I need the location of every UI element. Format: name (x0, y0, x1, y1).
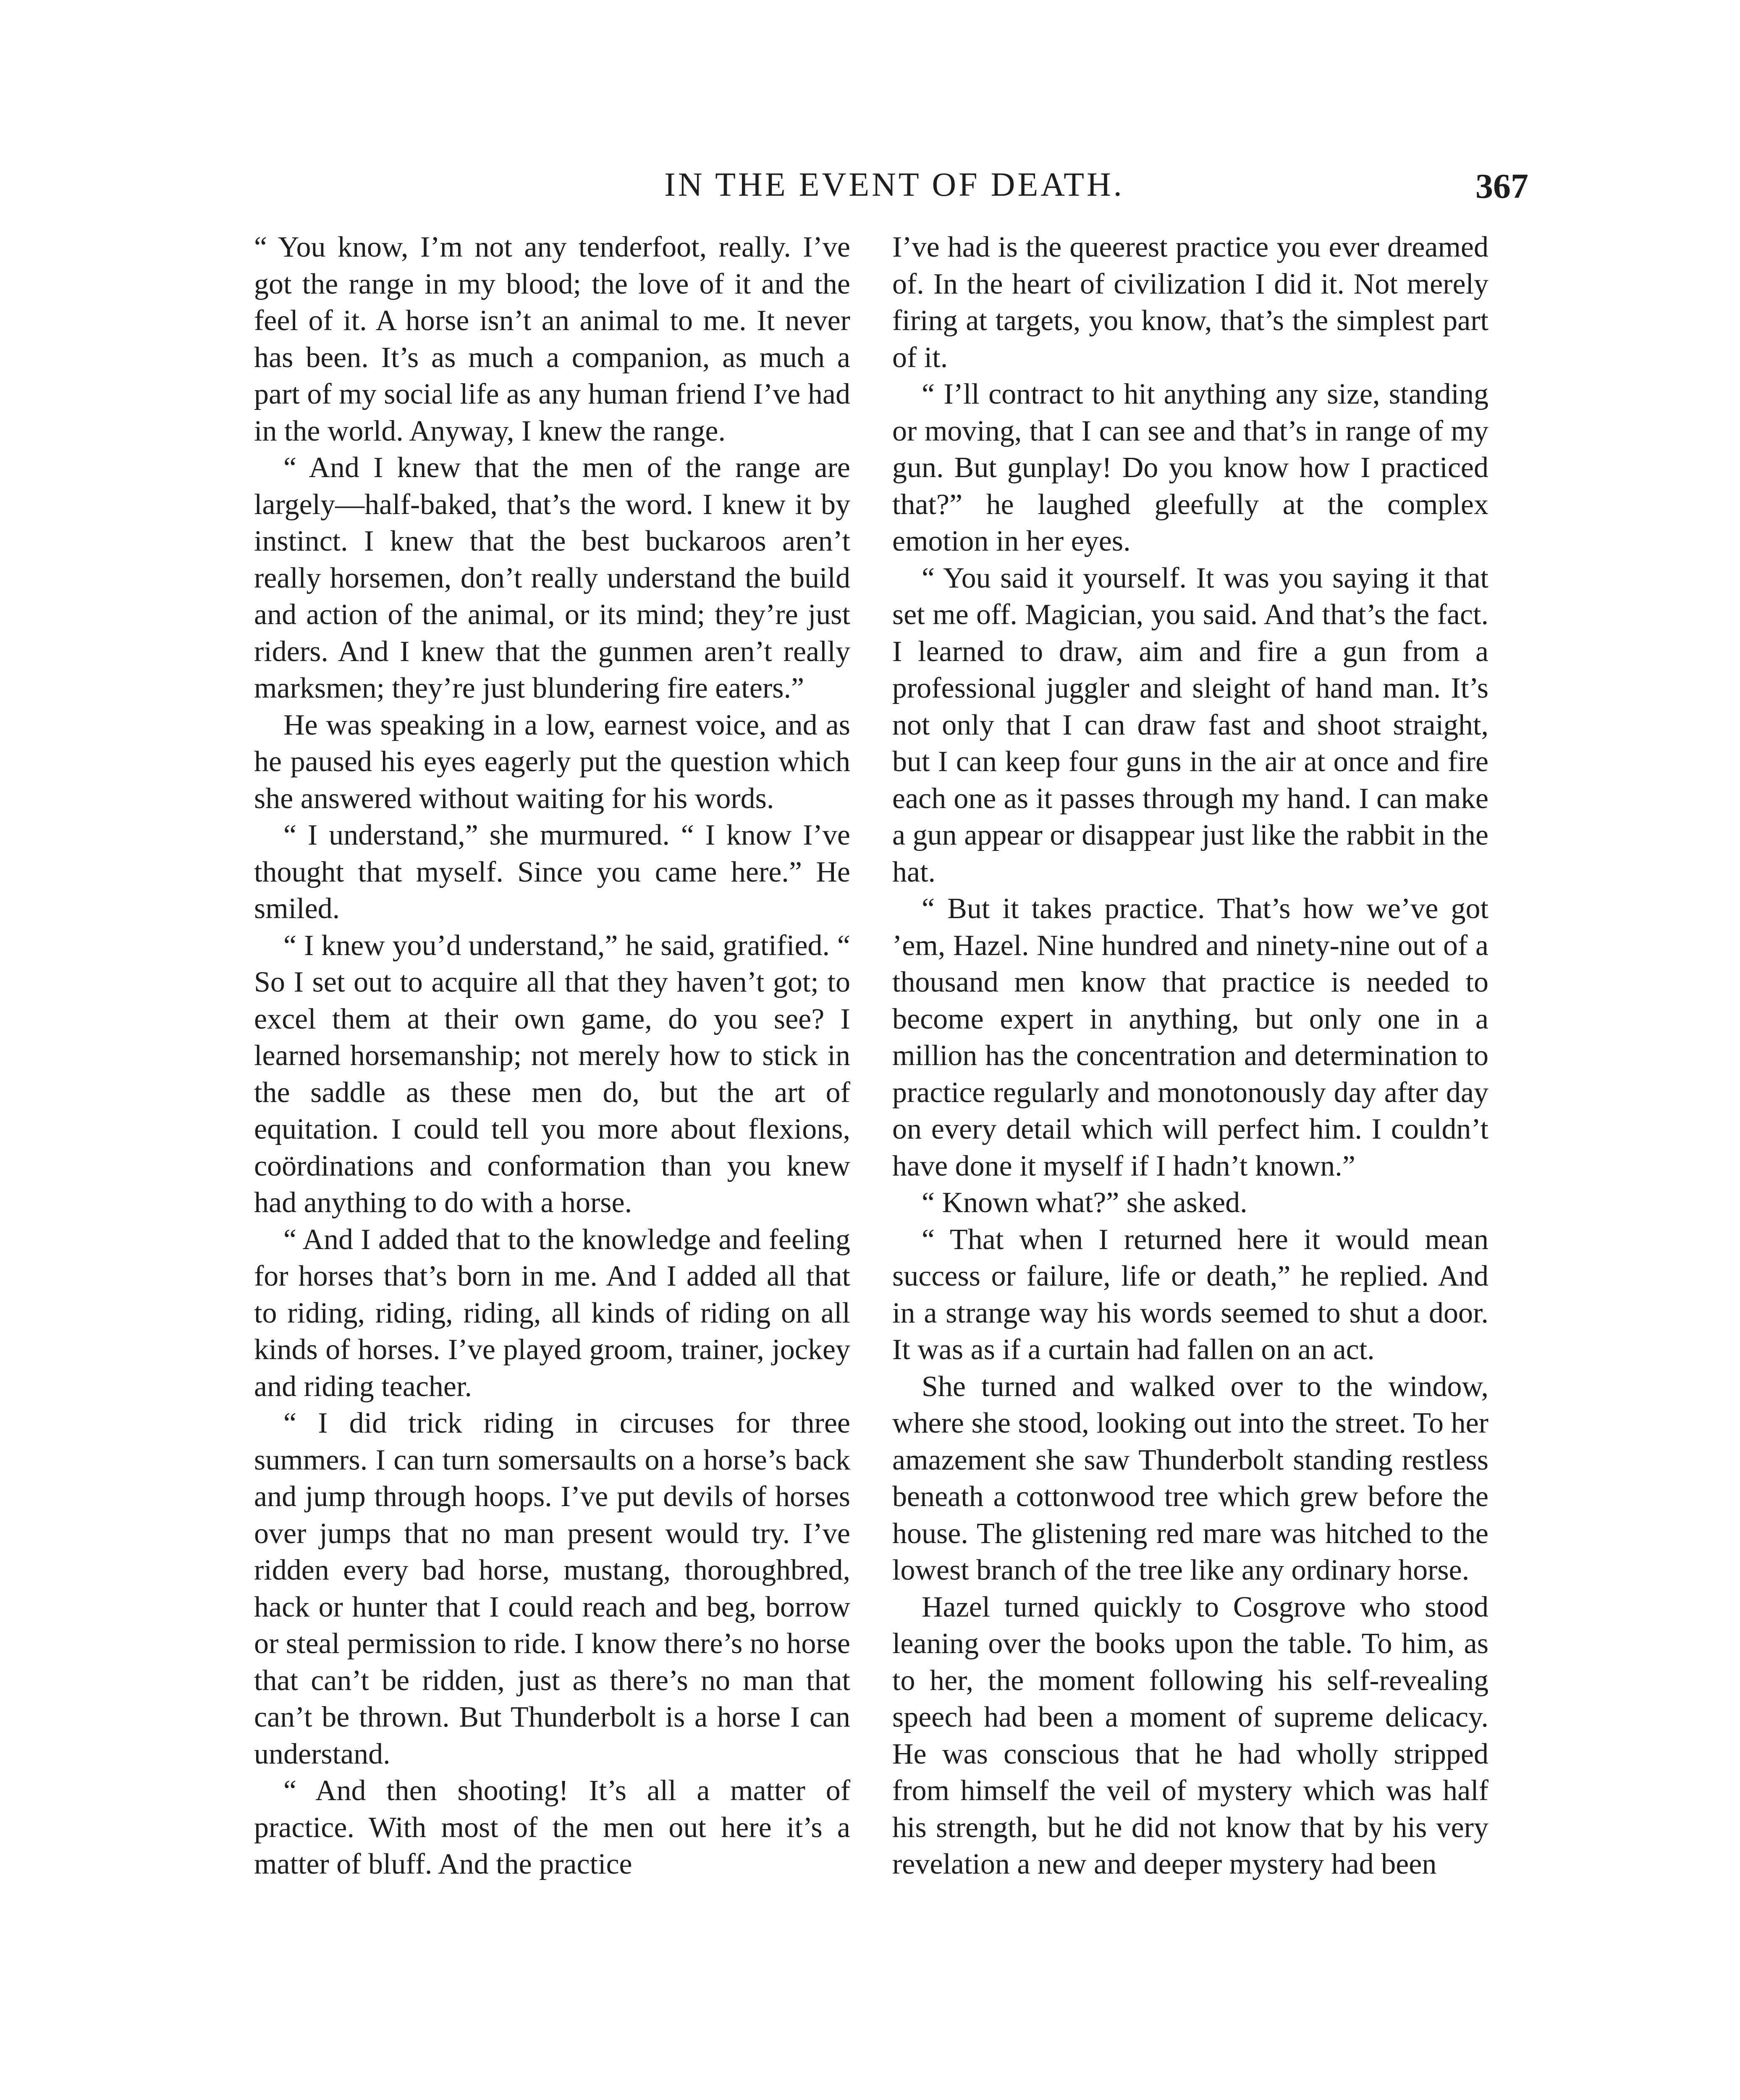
paragraph: He was speaking in a low, earnest voice, and as he paused his eyes eagerly put the question which she answered without waiting for his words. (254, 709, 850, 815)
paragraph: “ That when I returned here it would mean success or failure, life or death,” he replied. And in a strange way his words seemed to shut a door. It was as if a curtain had fallen on an act. (892, 1223, 1488, 1366)
paragraph: “ And then shooting! It’s all a matter of practice. With most of the men out here it’s a matter of bluff. And the practice (254, 1774, 850, 1880)
paragraph: “ I’ll contract to hit anything any size, standing or moving, that I can see and that’s in range of my gun. But gunplay! Do you know how I practiced that?” he laughed gleefully at the complex emotion in her eyes. (892, 378, 1488, 557)
running-title: IN THE EVENT OF DEATH. (664, 166, 1124, 203)
paragraph: “ I did trick riding in circuses for three summers. I can turn somersaults on a horse’s back and jump through hoops. I’ve put devils of horses over jumps that no man present would try. I’ve ridden every bad horse, mustang, thoroughbred, hack or hunter that I could reach and beg, borrow or steal permission to ride. I know there’s no horse that can’t be ridden, just as there’s no man that can’t be thrown. But Thunderbolt is a horse I can understand. (254, 1407, 850, 1770)
paragraph: Hazel turned quickly to Cosgrove who stood leaning over the books upon the table. To him, as to her, the moment following his self-revealing speech had been a moment of supreme delicacy. He was conscious that he had wholly stripped from himself the veil of mystery which was half his strength, but he did not know that by his very revelation a new and deeper mystery had been (892, 1591, 1488, 1880)
paragraph: “ But it takes practice. That’s how we’ve got ’em, Hazel. Nine hundred and ninety-nine out of a thousand men know that practice is needed to become expert in anything, but only one in a million has the concentration and determination to practice regularly and monotonously day after day on every detail which will perfect him. I couldn’t have done it myself if I hadn’t known.” (892, 892, 1488, 1182)
left-column (254, 229, 850, 1883)
paragraph: “ I knew you’d understand,” he said, gratified. “ So I set out to acquire all that they haven’t got; to excel them at their own game, do you see? I learned horsemanship; not merely how to stick in the saddle as these men do, but the art of equitation. I could tell you more about flexions, coördinations and conformation than you knew had anything to do with a horse. (254, 929, 850, 1219)
page-number: 367 (1475, 167, 1528, 206)
paragraph: “ Known what?” she asked. (922, 1186, 1247, 1219)
paragraph: “ You know, I’m not any tenderfoot, really. I’ve got the range in my blood; the love of it and the feel of it. A horse isn’t an animal to me. It never has been. It’s as much a companion, as much a part of my social life as any human friend I’ve had in the world. Anyway, I knew the range. (254, 231, 850, 447)
paragraph: “ And I knew that the men of the range are largely—half-baked, that’s the word. I knew it by instinct. I knew that the best buckaroos aren’t really horsemen, don’t really understand the build and action of the animal, or its mind; they’re just riders. And I knew that the gunmen aren’t really marksmen; they’re just blundering fire eaters.” (254, 452, 850, 704)
paragraph: “ I understand,” she murmured. “ I know I’ve thought that myself. Since you came here.” He smiled. (254, 819, 850, 925)
page-header (260, 166, 1528, 212)
right-column (892, 229, 1488, 1883)
paragraph: She turned and walked over to the window, where she stood, looking out into the street. To her amazement she saw Thunderbolt standing restless beneath a cottonwood tree which grew before the house. The glistening red mare was hitched to the lowest branch of the tree like any ordinary horse. (892, 1370, 1488, 1586)
paragraph: “ You said it yourself. It was you saying it that set me off. Magician, you said. And that’s the fact. I learned to draw, aim and fire a gun from a professional juggler and sleight of hand man. It’s not only that I can draw fast and shoot straight, but I can keep four guns in the air at once and fire each one as it passes through my hand. I can make a gun appear or disappear just like the rabbit in the hat. (892, 562, 1488, 888)
paragraph: I’ve had is the queerest practice you ever dreamed of. In the heart of civilization I did it. Not merely firing at targets, you know, that’s the simplest part of it. (892, 231, 1488, 374)
paragraph: “ And I added that to the knowledge and feeling for horses that’s born in me. And I added all that to riding, riding, riding, all kinds of riding on all kinds of horses. I’ve played groom, trainer, jockey and riding teacher. (254, 1223, 850, 1403)
